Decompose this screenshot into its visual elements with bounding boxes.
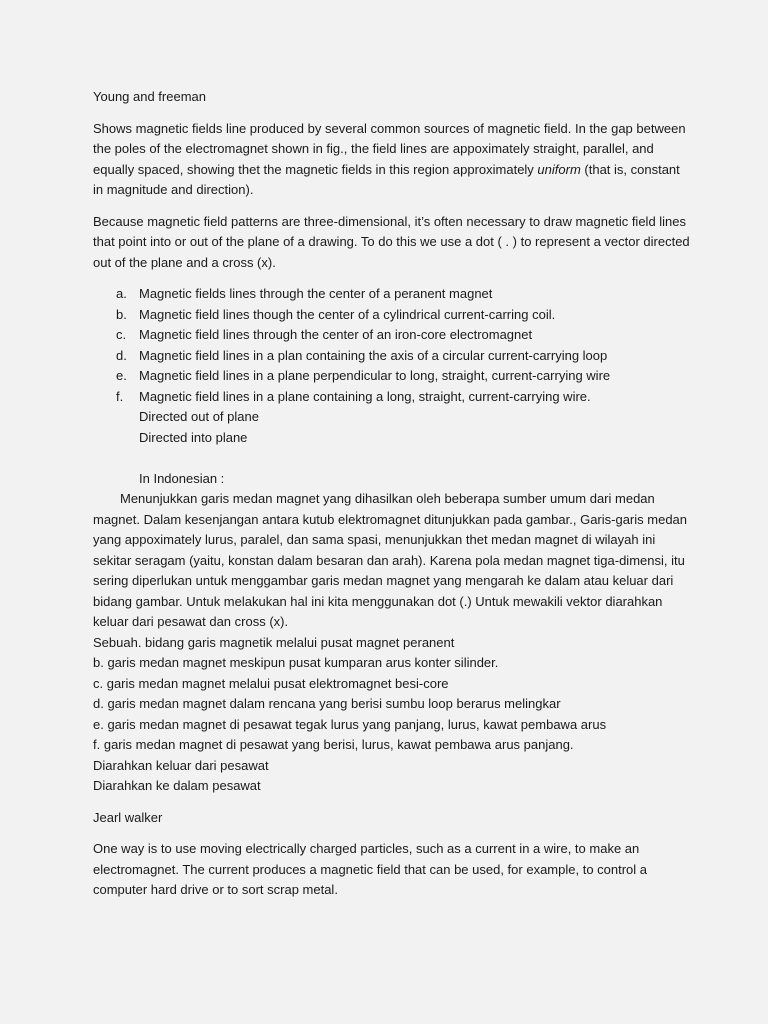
sub-item-directed-out: Directed out of plane — [139, 409, 259, 424]
list-marker: c. — [116, 327, 127, 342]
list-item — [93, 325, 693, 346]
list-item — [93, 305, 693, 326]
heading-in-indonesian: In Indonesian : — [139, 470, 225, 486]
list-item-text: Magnetic field lines though the center of a cylindrical current-carring coil. — [139, 306, 556, 322]
list-item — [93, 387, 693, 408]
list-item — [93, 284, 693, 305]
list-marker: e. — [116, 368, 127, 383]
list-item-text: Magnetic field lines in a plan containing the axis of a circular current-carrying loop — [139, 347, 608, 363]
indonesian-line: b. garis medan magnet meskipun pusat kumparan arus konter silinder. — [93, 655, 499, 670]
paragraph-three-dimensional: Because magnetic field patterns are three-dimensional, it’s often necessary to draw magnetic field lines that point into or out of the plane of a drawing. To do this we use a dot ( . ) to represent a vector directed out of the plane and a cross (x). — [93, 213, 690, 270]
list-item-text: Magnetic field lines in a plane perpendicular to long, straight, current-carrying wire — [139, 368, 611, 383]
list-item-text: Magnetic field lines through the center of an iron-core electromagnet — [139, 327, 533, 342]
list-item-text: Magnetic fields lines through the center of a peranent magnet — [139, 286, 493, 301]
paragraph-text-part: (that is, constant in magnitude and direction). — [93, 161, 680, 197]
heading-young-freeman: Young and freeman — [93, 89, 207, 104]
italic-uniform: uniform — [537, 161, 581, 177]
paragraph-text-part: Shows magnetic fields line produced by several common sources of magnetic field. In the gap between the poles of the electromagnet shown in fig., the field lines are appoximately straight, parallel, and equally spaced, showing thet the magnetic fields in this region approximately — [93, 120, 686, 177]
sub-item-directed-into: Directed into plane — [139, 429, 248, 445]
indonesian-line: Sebuah. bidang garis magnetik melalui pusat magnet peranent — [93, 634, 455, 650]
list-marker: d. — [116, 347, 127, 363]
list-marker: a. — [116, 286, 127, 301]
indonesian-line: Diarahkan keluar dari pesawat — [93, 757, 269, 773]
blank-line — [93, 448, 693, 469]
paragraph-magnetic-field-lines — [93, 119, 693, 201]
paragraph-indonesian: Menunjukkan garis medan magnet yang dihasilkan oleh beberapa sumber umum dari medan magnet. Dalam kesenjangan antara kutub elektromagnet ditunjukkan pada gambar., Garis-garis medan yang appoximately lurus, paralel, dan sama spasi, menunjukkan thet medan magnet di wilayah ini sekitar seragam (yaitu, konstan dalam besaran dan arah). Karena pola medan magnet tiga-dimensi, itu sering diperlukan untuk menggambar garis medan magnet yang mengarah ke dalam atau keluar dari bidang gambar. Untuk melakukan hal ini kita menggunakan dot (.) Untuk mewakili vektor diarahkan keluar dari pesawat dan cross (x). — [93, 491, 688, 629]
figure-list — [93, 284, 693, 407]
list-item — [93, 346, 693, 367]
paragraph-electromagnet: One way is to use moving electrically charged particles, such as a current in a wire, to make an electromagnet. The current produces a magnetic field that can be used, for example, to control a computer hard drive or to sort scrap metal. — [93, 841, 648, 897]
list-item-text: Magnetic field lines in a plane containing a long, straight, current-carrying wire. — [139, 388, 591, 404]
indonesian-line: f. garis medan magnet di pesawat yang berisi, lurus, kawat pembawa arus panjang. — [93, 737, 574, 752]
indonesian-line: d. garis medan magnet dalam rencana yang berisi sumbu loop berarus melingkar — [93, 696, 561, 711]
indonesian-line: Diarahkan ke dalam pesawat — [93, 778, 261, 793]
heading-jearl-walker: Jearl walker — [93, 809, 163, 825]
indonesian-line: c. garis medan magnet melalui pusat elektromagnet besi-core — [93, 675, 449, 691]
document-body — [93, 87, 693, 901]
list-marker: b. — [116, 306, 127, 322]
list-item — [93, 366, 693, 387]
indonesian-line: e. garis medan magnet di pesawat tegak lurus yang panjang, lurus, kawat pembawa arus — [93, 716, 607, 732]
list-marker: f. — [116, 388, 124, 404]
